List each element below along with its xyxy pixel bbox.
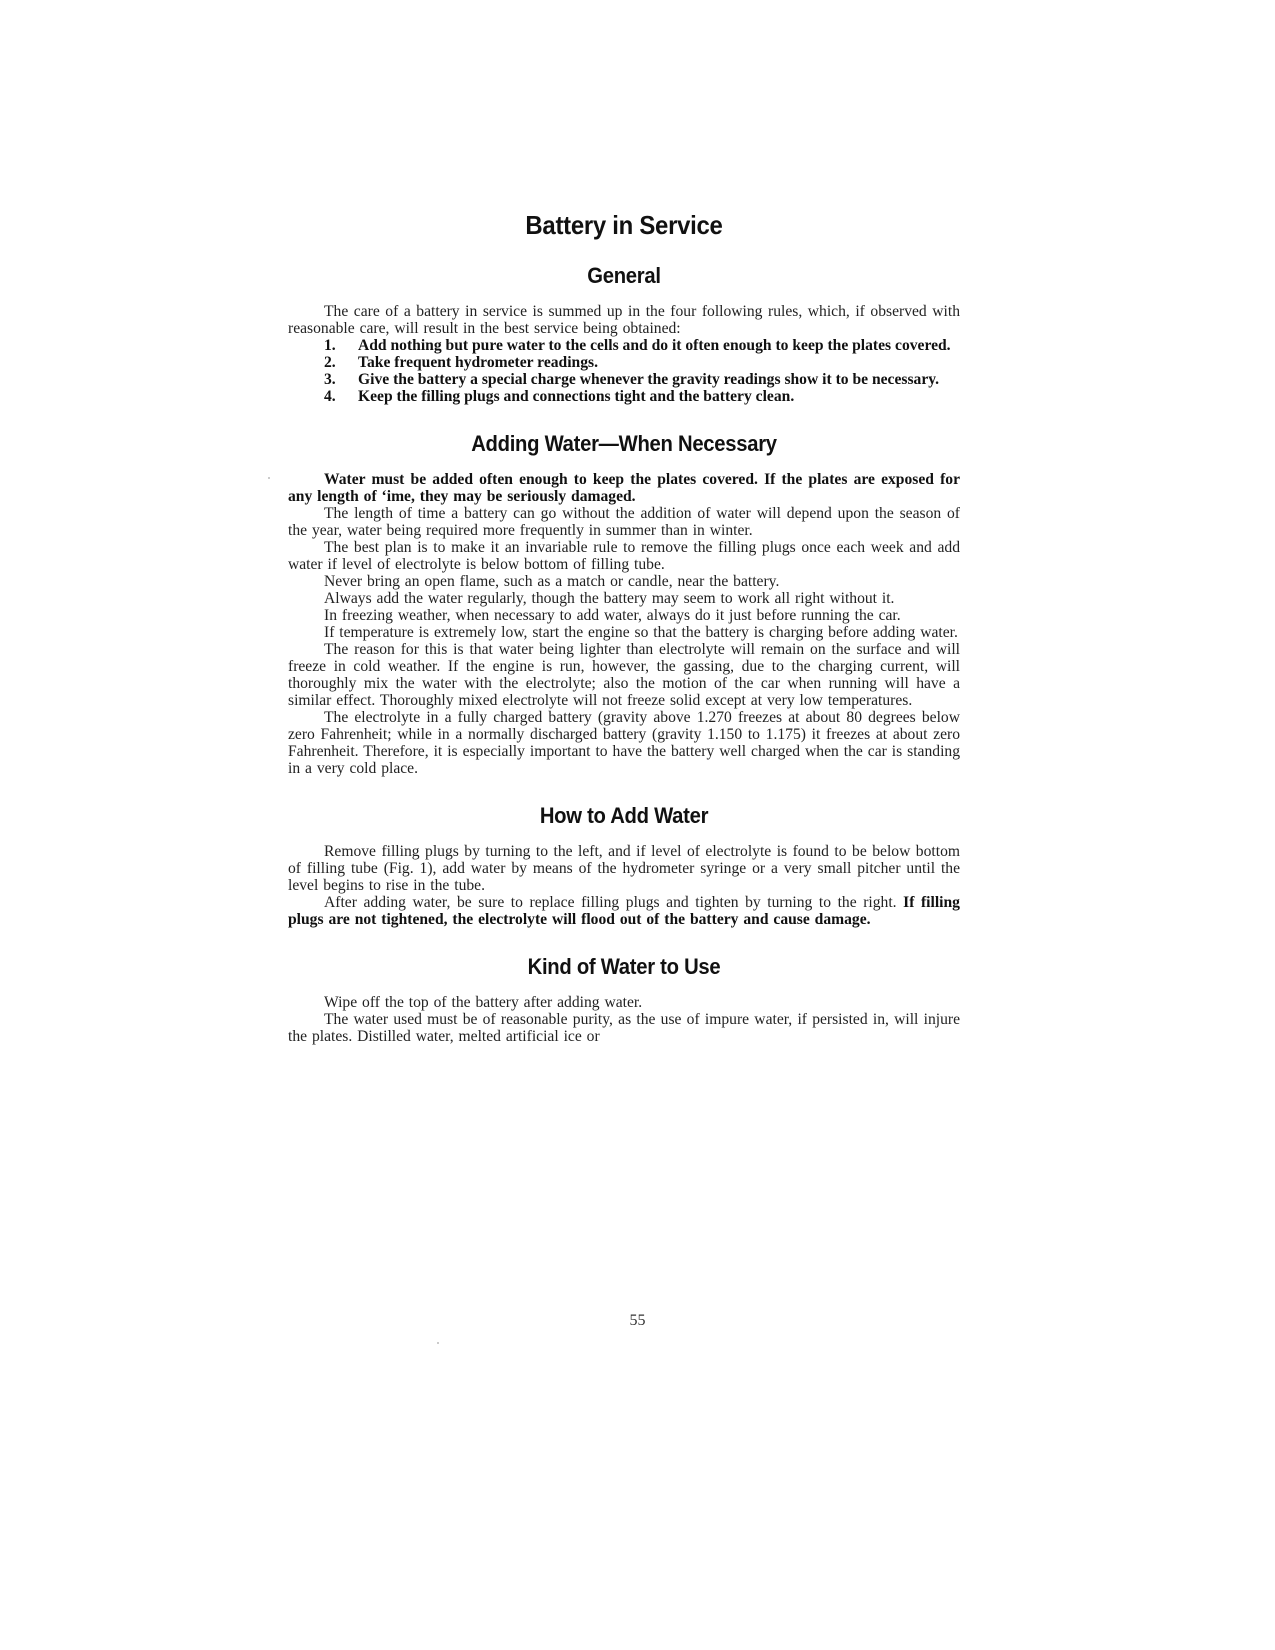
paragraph: The water used must be of reasonable purity, as the use of impure water, if persisted in, will injure the plates. Distilled water, melted artificial ice or [288,1011,960,1045]
rule-number: 4. [324,388,336,405]
page-number: 55 [629,1312,646,1329]
paragraph: Wipe off the top of the battery after adding water. [324,994,643,1011]
paragraph: The care of a battery in service is summed up in the four following rules, which, if observed with reasonable care, will result in the best service being obtained: [288,303,960,337]
paragraph: Remove filling plugs by turning to the left, and if level of electrolyte is found to be below bottom of filling tube (Fig. 1), add water by means of the hydrometer syringe or a very small pitcher until the level begins to rise in the tube. [288,843,960,894]
paragraph: Water must be added often enough to keep the plates covered. If the plates are exposed for any length of ‘ime, they may be seriously damaged. [288,471,960,505]
scan-speck [268,477,270,479]
rule-item [288,388,960,405]
paragraph: If temperature is extremely low, start the engine so that the battery is charging before adding water. [324,624,958,641]
paragraph: The electrolyte in a fully charged battery (gravity above 1.270 freezes at about 80 degrees below zero Fahrenheit; while in a normally discharged battery (gravity 1.150 to 1.175) it freezes at about zero Fahrenheit. Therefore, it is especially important to have the battery well charged when the car is standing in a very cold place. [288,709,960,777]
paragraph: The length of time a battery can go without the addition of water will depend upon the season of the year, water being required more frequently in summer than in winter. [288,505,960,539]
paragraph: Always add the water regularly, though the battery may seem to work all right without it. [324,590,895,607]
rule-text: Give the battery a special charge whenever the gravity readings show it to be necessary. [358,371,940,388]
rule-text: Add nothing but pure water to the cells and do it often enough to keep the plates covered. [358,337,951,354]
paragraph: The reason for this is that water being lighter than electrolyte will remain on the surface and will freeze in cold weather. If the engine is run, however, the gassing, due to the charging current, will thoroughly mix the water with the electrolyte; also the motion of the car when running will have a similar effect. Thoroughly mixed electrolyte will not freeze solid except at very low temperatures. [288,641,960,709]
rule-number: 1. [324,337,336,354]
rule-item [288,371,960,388]
section-kind-of-water [288,954,960,1045]
document-page [288,210,960,1071]
rule-number: 3. [324,371,336,388]
paragraph [288,894,960,928]
section-heading: How to Add Water [539,803,709,828]
rule-text: Keep the filling plugs and connections tight and the battery clean. [358,388,795,405]
section-how-to-add-water [288,803,960,928]
scan-speck [437,1342,439,1344]
rule-item [288,354,960,371]
section-heading: Adding Water—When Necessary [471,431,777,456]
paragraph: In freezing weather, when necessary to add water, always do it just before running the car. [324,607,901,624]
section-general [288,263,960,405]
warning-text: If filling plugs are not tightened, the electrolyte will flood out of the battery and cause damage. [288,894,960,928]
rule-number: 2. [324,354,336,371]
paragraph: Never bring an open flame, such as a match or candle, near the battery. [324,573,780,590]
rule-text: Take frequent hydrometer readings. [358,354,598,371]
page-title: Battery in Service [525,210,723,240]
section-heading: General [587,263,661,288]
section-adding-water [288,431,960,777]
rule-item [288,337,960,354]
paragraph-text: After adding water, be sure to replace filling plugs and tighten by turning to the right. [324,894,897,911]
paragraph: The best plan is to make it an invariable rule to remove the filling plugs once each week and add water if level of electrolyte is below bottom of filling tube. [288,539,960,573]
section-heading: Kind of Water to Use [527,954,721,979]
